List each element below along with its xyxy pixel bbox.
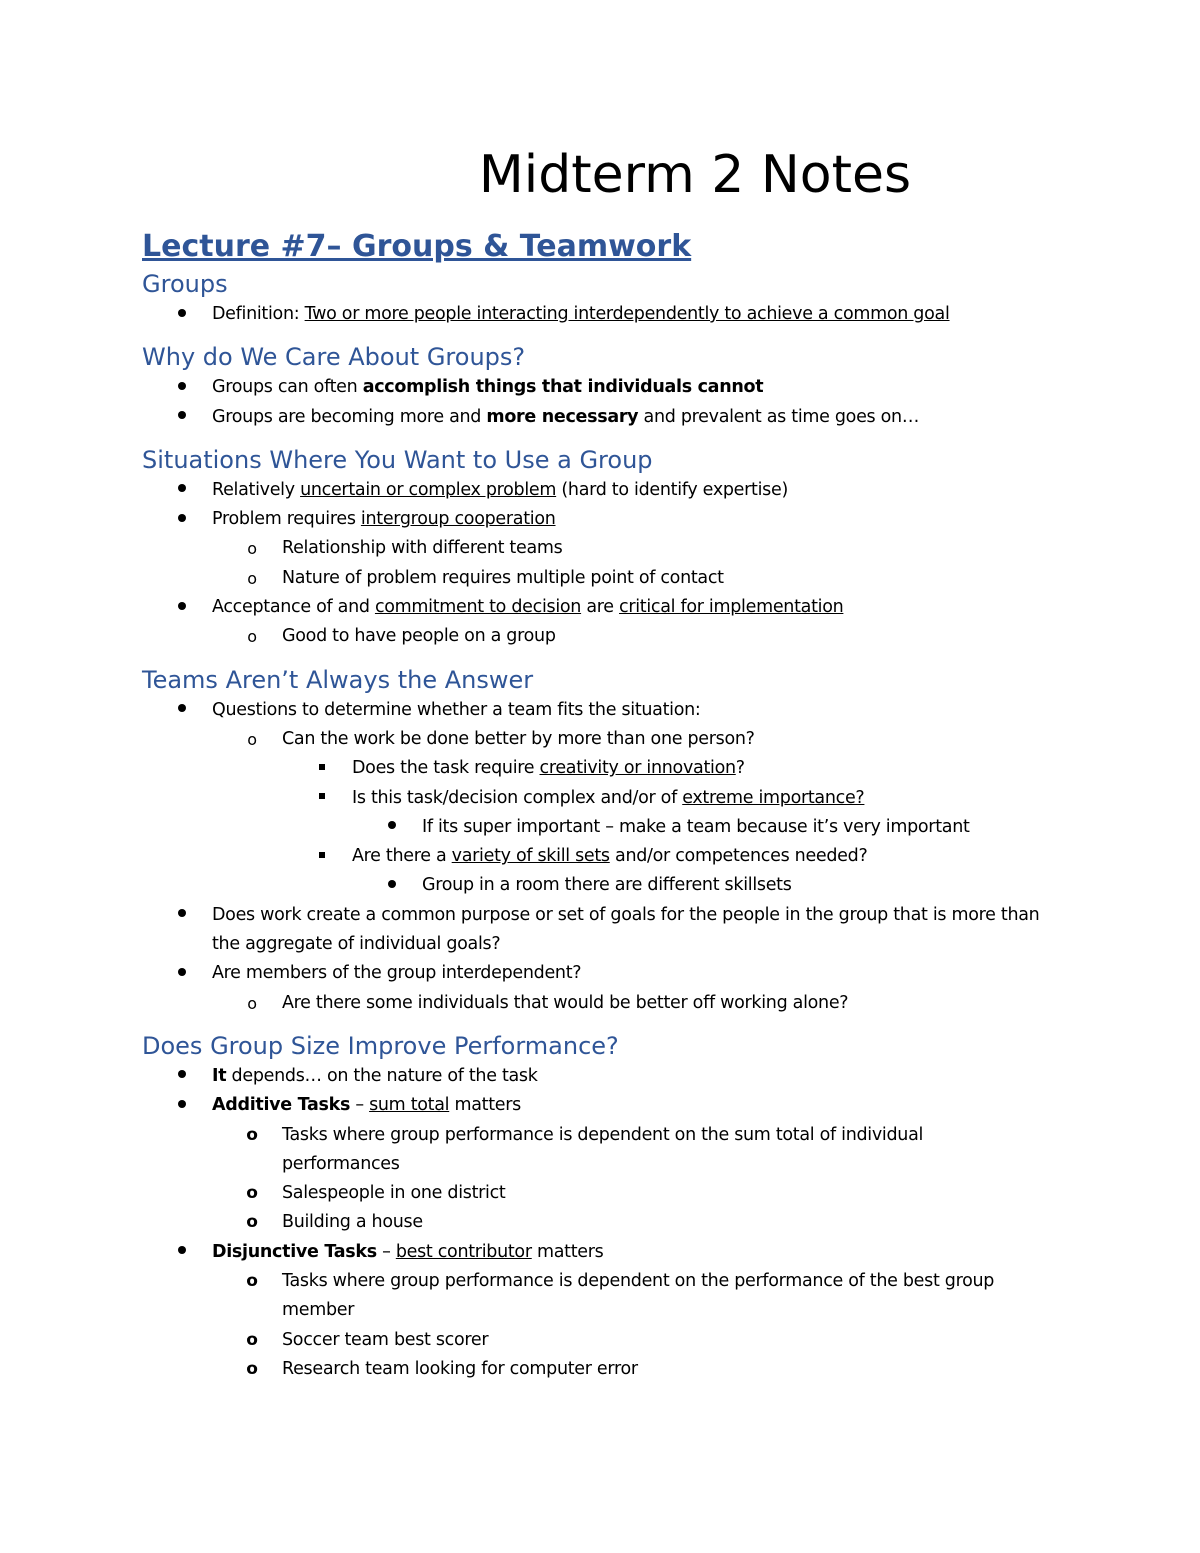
item-text: Groups can often — [212, 377, 363, 398]
circle-bullet-icon: o — [247, 729, 257, 749]
section-heading-situations: Situations Where You Want to Use a Group — [142, 445, 653, 474]
item-text: Problem requires — [212, 509, 361, 530]
level4-list — [352, 813, 1042, 842]
sub-list — [212, 989, 1042, 1018]
level4-list-item — [352, 813, 1042, 842]
item-text: Relationship with different teams — [282, 538, 563, 559]
bullet-icon — [172, 300, 192, 329]
list-item — [142, 1091, 1042, 1237]
item-text: matters — [531, 1241, 604, 1262]
item-text-underlined: best contributor — [395, 1241, 532, 1262]
item-text: Tasks where group performance is dependent on the sum total of individual performances — [282, 1124, 924, 1174]
sub-list-item — [212, 1267, 1042, 1326]
bullet-icon — [172, 1091, 192, 1120]
list-item — [142, 696, 1042, 901]
document-body — [142, 226, 1042, 1384]
bullet-icon — [172, 593, 192, 622]
item-text: Group in a room there are different skillsets — [422, 875, 792, 896]
situations-list — [142, 476, 1042, 652]
item-text: Tasks where group performance is dependent on the performance of the best group member — [282, 1271, 995, 1321]
item-text-underlined: Two or more people interacting interdependently to achieve a common goal — [304, 304, 950, 324]
list-item — [142, 403, 1042, 432]
teams-list — [142, 696, 1042, 1018]
item-text: Definition: — [212, 304, 305, 324]
circle-bullet-icon: o — [246, 1358, 258, 1379]
sub-list-item — [212, 1179, 1042, 1208]
section-heading-groups: Groups — [142, 270, 228, 298]
circle-bullet-icon: o — [246, 1329, 258, 1350]
item-text-underlined: extreme importance? — [682, 787, 865, 808]
list-item — [142, 1238, 1042, 1384]
item-text: Are members of the group interdependent? — [212, 963, 582, 984]
section-heading-teams: Teams Aren’t Always the Answer — [142, 665, 534, 694]
circle-bullet-icon: o — [246, 1212, 258, 1233]
bullet-icon — [172, 1238, 192, 1267]
sub-list-item — [212, 622, 1042, 651]
sub-sub-list — [282, 754, 1042, 900]
item-text: Does the task require — [352, 758, 540, 779]
bullet-icon — [172, 696, 192, 725]
item-text: Good to have people on a group — [282, 626, 556, 647]
item-text: Groups are becoming more and — [212, 406, 487, 427]
sub-list-item — [212, 989, 1042, 1018]
item-text: Are there a — [352, 846, 452, 867]
item-text: Nature of problem requires multiple point of contact — [282, 567, 724, 588]
item-text: Salespeople in one district — [282, 1183, 506, 1204]
item-text: Building a house — [282, 1212, 423, 1233]
bullet-icon — [172, 505, 192, 534]
bullet-icon — [172, 901, 192, 930]
list-item — [142, 959, 1042, 1018]
list-item — [142, 1062, 1042, 1091]
sub-list-item — [212, 1208, 1042, 1237]
list-item — [142, 476, 1042, 505]
groups-list — [142, 300, 1042, 329]
sub-list-item — [212, 1121, 1042, 1180]
item-text: and prevalent as time goes on… — [638, 406, 920, 427]
item-text: Does work create a common purpose or set of goals for the people in the group that is more than the aggregate of individual goals? — [212, 904, 1040, 955]
sub-list-item — [212, 1355, 1042, 1384]
list-item — [142, 901, 1042, 960]
list-item — [142, 300, 1042, 329]
sub-list — [212, 725, 1042, 901]
item-text-underlined: sum total — [369, 1095, 450, 1116]
list-item — [142, 593, 1042, 652]
item-text: – — [350, 1095, 370, 1116]
item-text-bold: Additive Tasks — [212, 1095, 351, 1116]
sub-list-item — [212, 725, 1042, 901]
lecture-heading: Lecture #7– Groups & Teamwork — [142, 229, 692, 264]
bullet-icon — [382, 813, 402, 842]
square-bullet-icon — [312, 754, 332, 783]
item-text: – — [376, 1241, 396, 1262]
why-care-list — [142, 373, 1042, 432]
item-text-bold: Disjunctive Tasks — [212, 1241, 377, 1262]
circle-bullet-icon: o — [246, 1271, 258, 1292]
circle-bullet-icon: o — [246, 1124, 258, 1145]
bullet-icon — [172, 959, 192, 988]
section-heading-group-size: Does Group Size Improve Performance? — [142, 1031, 619, 1060]
list-item — [142, 373, 1042, 402]
item-text-underlined: uncertain or complex problem — [300, 479, 557, 500]
page-title: Midterm 2 Notes — [478, 145, 912, 205]
item-text: Relatively — [212, 479, 301, 500]
circle-bullet-icon: o — [246, 1183, 258, 1204]
item-text: Can the work be done better by more than one person? — [282, 728, 755, 749]
bullet-icon — [382, 871, 402, 900]
list-item — [142, 505, 1042, 593]
sub-list-item — [212, 564, 1042, 593]
bullet-icon — [172, 1062, 192, 1091]
level4-list-item — [352, 871, 1042, 900]
item-text: ? — [735, 758, 745, 779]
bullet-icon — [172, 373, 192, 402]
item-text-underlined: creativity or innovation — [539, 758, 736, 779]
level4-list — [352, 871, 1042, 900]
item-text: Questions to determine whether a team fits the situation: — [212, 699, 701, 720]
item-text: Is this task/decision complex and/or of — [352, 787, 683, 808]
item-text: depends… on the nature of the task — [226, 1065, 538, 1086]
item-text: (hard to identify expertise) — [556, 479, 788, 500]
group-size-list — [142, 1062, 1042, 1384]
sub-sub-list-item — [282, 754, 1042, 783]
item-text: matters — [449, 1095, 521, 1116]
item-text: Soccer team best scorer — [282, 1329, 489, 1350]
item-text-underlined: variety of skill sets — [451, 846, 610, 867]
section-heading-why-care: Why do We Care About Groups? — [142, 343, 526, 372]
bullet-icon — [172, 403, 192, 432]
item-text: Research team looking for computer error — [282, 1358, 638, 1379]
circle-bullet-icon: o — [247, 993, 257, 1013]
item-text-underlined: commitment to decision — [374, 597, 582, 618]
circle-bullet-icon: o — [247, 568, 257, 588]
bullet-icon — [172, 476, 192, 505]
sub-list — [212, 1267, 1042, 1384]
item-text: Acceptance of and — [212, 597, 375, 618]
item-text-bold: accomplish things that individuals cannot — [362, 377, 764, 398]
item-text-bold: It — [212, 1065, 227, 1086]
square-bullet-icon — [312, 842, 332, 871]
item-text: Are there some individuals that would be better off working alone? — [282, 992, 849, 1013]
sub-list — [212, 1121, 1042, 1238]
sub-list-item — [212, 1326, 1042, 1355]
circle-bullet-icon: o — [247, 627, 257, 647]
sub-list-item — [212, 534, 1042, 563]
item-text-underlined: intergroup cooperation — [360, 509, 556, 530]
sub-list — [212, 534, 1042, 593]
item-text: are — [581, 597, 620, 618]
item-text: If its super important – make a team because it’s very important — [422, 816, 970, 837]
sub-sub-list-item — [282, 842, 1042, 901]
sub-list — [212, 622, 1042, 651]
square-bullet-icon — [312, 784, 332, 813]
sub-sub-list-item — [282, 784, 1042, 843]
item-text-underlined: critical for implementation — [619, 597, 844, 618]
circle-bullet-icon: o — [247, 539, 257, 559]
item-text: and/or competences needed? — [609, 846, 868, 867]
item-text-bold: more necessary — [486, 406, 639, 427]
